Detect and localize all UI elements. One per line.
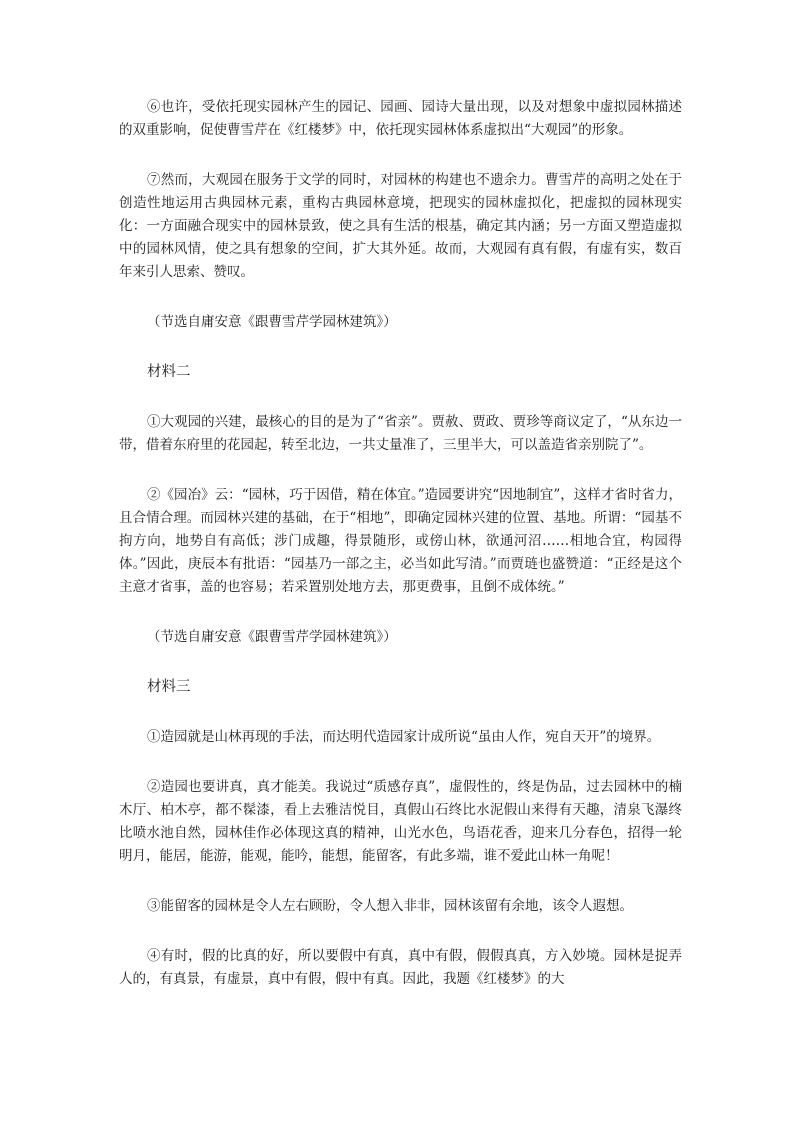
- section-heading-material-2: 材料二: [147, 364, 191, 380]
- material-3-paragraph-4: ④有时，假的比真的好，所以要假中有真，真中有假，假假真真，方入妙境。园林是捉弄人的，有真景，有虚景，真中有假，假中有真。因此，我题《红楼梦》的大: [119, 948, 682, 987]
- material-3-paragraph-2: ②造园也要讲真，真才能美。我说过“质感存真”，虚假性的，终是伪品，过去园林中的楠木厅、柏木亭，都不髹漆，看上去雅洁悦目，真假山石终比水泥假山来得有天趣，清泉飞瀑终比喷水池自然，园林佳作必体现这真的精神，山光水色，鸟语花香，迎来几分春色，招得一轮明月，能居，能游，能观，能吟，能想，能留客，有此多端，谁不爱此山林一角呢！: [119, 779, 682, 864]
- material-3-paragraph-1: ①造园就是山林再现的手法，而达明代造园家计成所说“虽由人作，宛自天开”的境界。: [147, 729, 661, 745]
- paragraph-7: ⑦然而，大观园在服务于文学的同时，对园林的构建也不遗余力。曹雪芹的高明之处在于创造性地运用古典园林元素，重构古典园林意境，把现实的园林虚拟化，把虚拟的园林现实化：一方面融合现实中的园林景致，使之具有生活的根基，确定其内涵；另一方面又塑造虚拟中的园林风情，使之具有想象的空间，扩大其外延。故而，大观园有真有假，有虚有实，数百年来引人思索、赞叹。: [119, 172, 682, 280]
- paragraph-6: ⑥也许，受依托现实园林产生的园记、园画、园诗大量出现，以及对想象中虚拟园林描述的双重影响，促使曹雪芹在《红楼梦》中，依托现实园林体系虚拟出“大观园”的形象。: [119, 99, 682, 138]
- material-3-paragraph-3: ③能留客的园林是令人左右顾盼，令人想入非非，园林该留有余地，该令人遐想。: [147, 898, 633, 914]
- document-page: [119, 96, 682, 991]
- source-citation-1: （节选自庸安意《跟曹雪芹学园林建筑》）: [147, 314, 397, 330]
- source-citation-2: （节选自庸安意《跟曹雪芹学园林建筑》）: [147, 629, 397, 645]
- material-2-paragraph-2: ②《园冶》云：“园林，巧于因借，精在体宜。”造园要讲究“因地制宜”，这样才省时省力，且合情合理。而园林兴建的基础，在于“相地”，即确定园林兴建的位置、基地。所谓：“园基不拘方向，地势自有高低；涉门成趣，得景随形，或傍山林，欲通河沼……相地合宜，构园得体。”因此，庚辰本有批语：“园基乃一部之主，必当如此写清。”而贾琏也盛赞道：“正经是这个主意才省事，盖的也容易；若采置别处地方去，那更费事，且倒不成体统。”: [119, 487, 682, 595]
- section-heading-material-3: 材料三: [147, 679, 191, 695]
- material-2-paragraph-1: ①大观园的兴建，最核心的目的是为了“省亲”。贾赦、贾政、贾珍等商议定了，“从东边一带，借着东府里的花园起，转至北边，一共丈量准了，三里半大，可以盖造省亲别院了”。: [119, 414, 682, 453]
